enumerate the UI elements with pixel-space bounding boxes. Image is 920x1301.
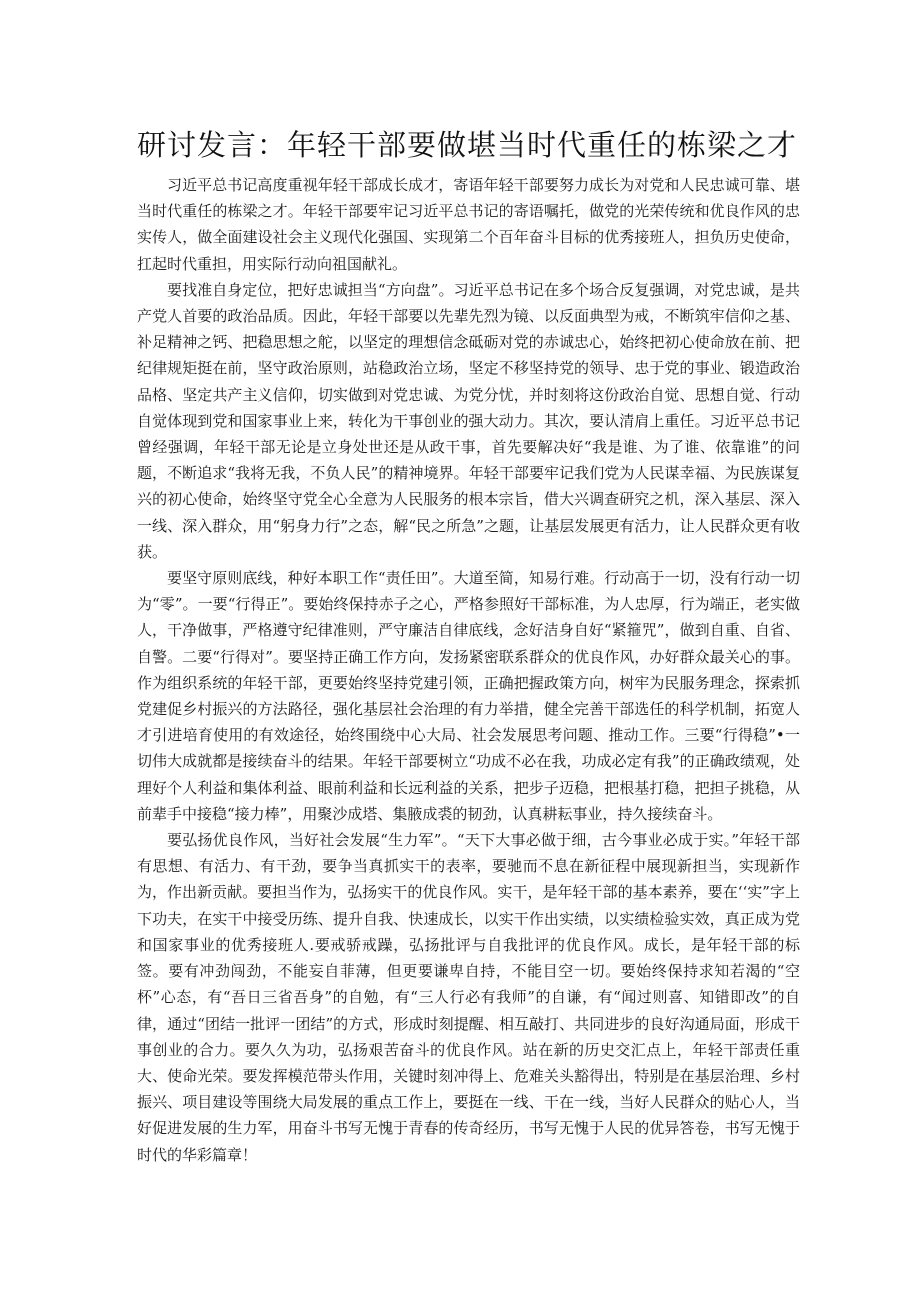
document-body: [137, 172, 800, 1168]
paragraph-principles: 要坚守原则底线，种好本职工作“责任田”。大道至简，知易行难。行动高于一切，没有行动一切为“零”。一要“行得正”。要始终保持赤子之心，严格参照好干部标准，为人忠厚，行为端正，老实做人，干净做事，严格遵守纪律准则，严守廉洁自律底线，念好洁身自好“紧箍咒”，做到自重、自省、自警。二要“行得对”。要坚持正确工作方向，发扬紧密联系群众的优良作风，办好群众最关心的事。作为组织系统的年轻干部，更要始终坚持党建引领，正确把握政策方向，树牢为民服务理念，探索抓党建促乡村振兴的方法路径，强化基层社会治理的有力举措，健全完善干部选任的科学机制，拓宽人才引进培育使用的有效途径，始终围绕中心大局、社会发展思考问题、推动工作。三要“行得稳”•一切伟大成就都是接续奋斗的结果。年轻干部要树立“功成不必在我，功成必定有我”的正确政绩观，处理好个人利益和集体利益、眼前利益和长远利益的关系，把步子迈稳，把根基打稳，把担子挑稳，从前辈手中接稳“接力棒”，用聚沙成塔、集腋成裘的韧劲，认真耕耘事业，持久接续奋斗。: [137, 569, 800, 823]
paragraph-style: 要弘扬优良作风，当好社会发展“生力军”。“天下大事必做于细，古今事业必成于实。”年轻干部有思想、有活力、有干劲，要争当真抓实干的表率，要驰而不息在新征程中展现新担当，实现新作为，作出新贡献。要担当作为，弘扬实干的优良作风。实干，是年轻干部的基本素养，要在‘‘实”字上下功夫，在实干中接受历练、提升自我、快速成长，以实干作出实绩，以实绩检验实效，真正成为党和国家事业的优秀接班人.要戒骄戒躁，弘扬批评与自我批评的优良作风。成长，是年轻干部的标签。要有冲劲闯劲，不能妄自菲薄，但更要谦卑自持，不能目空一切。要始终保持求知若渴的“空杯”心态，有“吾日三省吾身”的自勉，有“三人行必有我师”的自谦，有“闻过则喜、知错即改”的自律，通过“团结一批评一团结”的方式，形成时刻提醒、相互敲打、共同进步的良好沟通局面，形成干事创业的合力。要久久为功，弘扬艰苦奋斗的优良作风。站在新的历史交汇点上，年轻干部责任重大、使命光荣。要发挥模范带头作用，关键时刻冲得上、危难关头豁得出，特别是在基层治理、乡村振兴、项目建设等围绕大局发展的重点工作上，要挺在一线、干在一线，当好人民群众的贴心人，当好促进发展的生力军，用奋斗书写无愧于青春的传奇经历，书写无愧于人民的优异答卷，书写无愧于时代的华彩篇章！: [137, 831, 800, 1164]
document-title: 研讨发言：年轻干部要做堪当时代重任的栋梁之才: [137, 128, 798, 162]
paragraph-intro: 习近平总书记高度重视年轻干部成长成才，寄语年轻干部要努力成长为对党和人民忠诚可靠、堪当时代重任的栋梁之才。年轻干部要牢记习近平总书记的寄语嘱托，做党的光荣传统和优良作风的忠实传人，做全面建设社会主义现代化强国、实现第二个百年奋斗目标的优秀接班人，担负历史使命，扛起时代重担，用实际行动向祖国献礼。: [137, 176, 800, 273]
paragraph-positioning: 要找准自身定位，把好忠诚担当“方向盘”。习近平总书记在多个场合反复强调，对党忠诚，是共产党人首要的政治品质。因此，年轻干部要以先辈先烈为镜、以反面典型为戒，不断筑牢信仰之基、补足精神之钙、把稳思想之舵，以坚定的理想信念砥砺对党的赤诚忠心，始终把初心使命放在前、把纪律规矩挺在前，坚守政治原则，站稳政治立场，坚定不移坚持党的领导、忠于党的事业、锻造政治品格、坚定共产主义信仰，切实做到对党忠诚、为党分忧，并时刻将这份政治自觉、思想自觉、行动自觉体现到党和国家事业上来，转化为干事创业的强大动力。其次，要认清肩上重任。习近平总书记曾经强调，年轻干部无论是立身处世还是从政干事，首先要解决好“我是谁、为了谁、依靠谁”的问题，不断追求“我将无我，不负人民”的精神境界。年轻干部要牢记我们党为人民谋幸福、为民族谋复兴的初心使命，始终坚守党全心全意为人民服务的根本宗旨，借大兴调查研究之机，深入基层、深入一线、深入群众，用“躬身力行”之态，解“民之所急”之题，让基层发展更有活力，让人民群众更有收获。: [137, 280, 800, 561]
